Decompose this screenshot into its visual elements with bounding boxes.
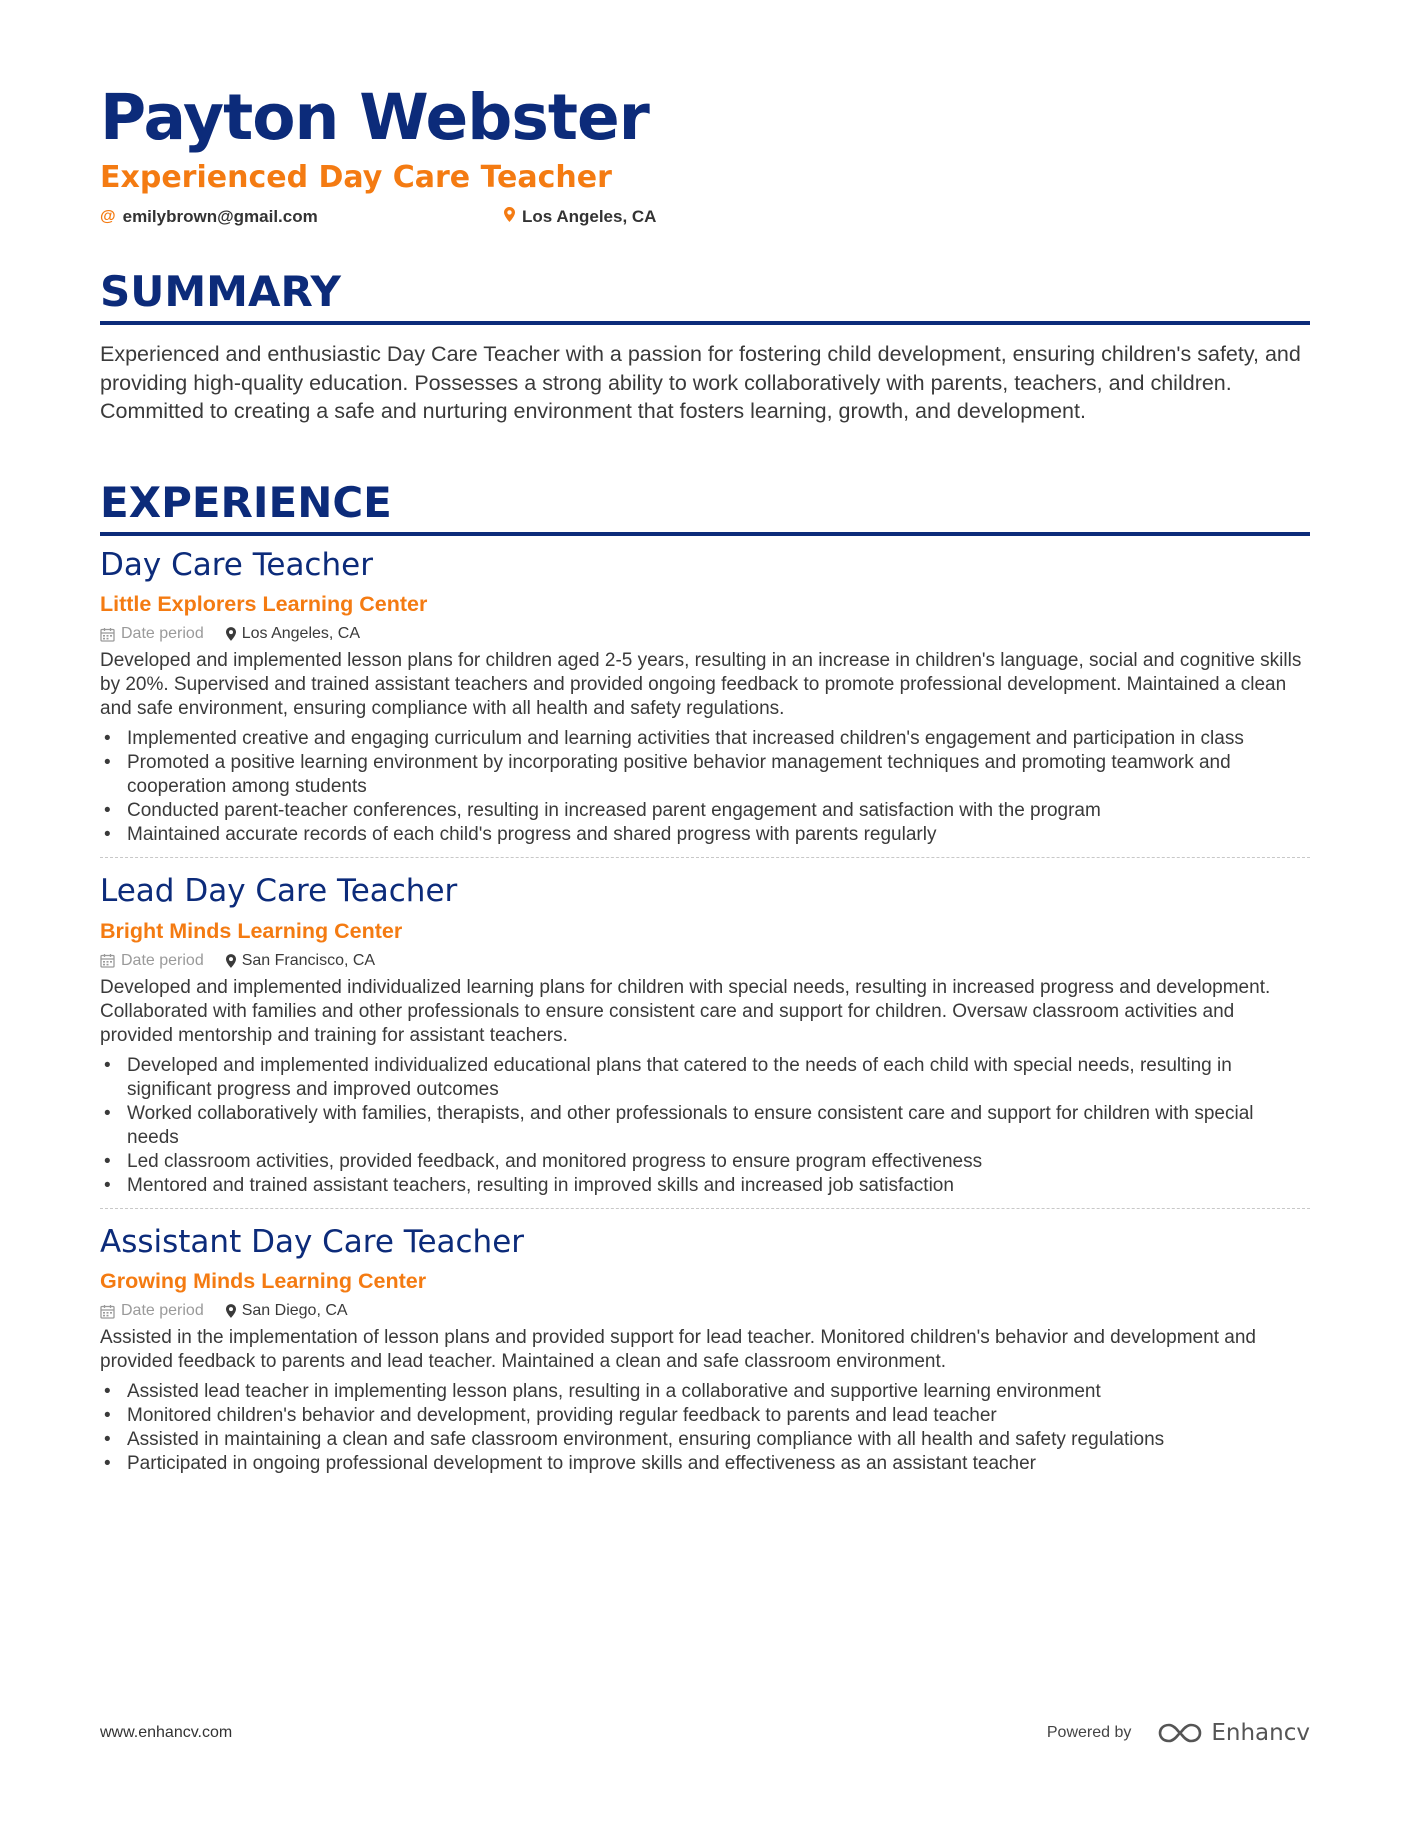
- page-footer: [100, 1720, 1310, 1746]
- date-text: Date period: [121, 951, 204, 969]
- calendar-icon: [100, 953, 115, 968]
- job-date: [100, 625, 204, 643]
- brand-name: Enhancv: [1211, 1720, 1310, 1746]
- calendar-icon: [100, 1304, 115, 1319]
- job-meta: [100, 952, 1310, 970]
- list-item: • Assisted in maintaining a clean and safe classroom environment, ensuring compliance with all health and safety regulations: [100, 1428, 1310, 1452]
- job-bullets: [100, 1054, 1310, 1198]
- company-name: Bright Minds Learning Center: [100, 918, 403, 943]
- summary-text: Experienced and enthusiastic Day Care Teacher with a passion for fostering child development, ensuring children's safety, and providing high-quality education. Possesses a strong ability to work collaboratively with parents, teachers, and children. Committed to creating a safe and nurturing environment that fosters learning, growth, and development.: [100, 342, 1301, 423]
- job-description: Assisted in the implementation of lesson plans and provided support for lead teacher. Monitored children's behavior and development and provided feedback to parents and lead teacher. Maintained a clean and safe classroom environment.: [100, 1327, 1256, 1373]
- brand-credit[interactable]: [1047, 1720, 1310, 1746]
- infinity-logo-icon: [1157, 1721, 1203, 1745]
- powered-by-label: Powered by: [1046, 1724, 1132, 1741]
- job-location: [226, 625, 360, 643]
- job-bullets: [100, 727, 1310, 847]
- job-title: Day Care Teacher: [100, 546, 373, 583]
- experience-section: [100, 477, 1310, 1477]
- list-item: • Monitored children's behavior and development, providing regular feedback to parents and lead teacher: [100, 1404, 1310, 1428]
- job-bullets: [100, 1380, 1310, 1476]
- map-pin-icon: [226, 627, 236, 641]
- experience-heading: EXPERIENCE: [100, 482, 1310, 536]
- list-item: • Promoted a positive learning environment by incorporating positive behavior management techniques and promoting teamwork and cooperation among students: [100, 751, 1310, 799]
- date-text: Date period: [121, 625, 204, 643]
- map-pin-icon: [226, 954, 236, 968]
- location-text: Los Angeles, CA: [241, 625, 361, 643]
- job-entry: [100, 1208, 1310, 1477]
- job-description: Developed and implemented lesson plans for children aged 2-5 years, resulting in an increase in children's language, social and cognitive skills by 20%. Supervised and trained assistant teachers and provided ongoing feedback to promote professional development. Maintained a clean and safe environment, ensuring compliance with all health and safety regulations.: [100, 650, 1302, 720]
- list-item: • Conducted parent-teacher conferences, resulting in increased parent engagement and satisfaction with the program: [100, 799, 1310, 823]
- list-item: • Worked collaboratively with families, therapists, and other professionals to ensure consistent care and support for children with special needs: [100, 1102, 1310, 1150]
- job-description: Developed and implemented individualized learning plans for children with special needs, resulting in increased progress and development. Collaborated with families and other professionals to ensure consistent care and support for children. Oversaw classroom activities and provided mentorship and training for assistant teachers.: [100, 976, 1271, 1046]
- job-meta: [100, 625, 1310, 643]
- location-text: Los Angeles, CA: [522, 207, 657, 226]
- at-icon: @: [100, 208, 116, 225]
- location-text: San Francisco, CA: [241, 951, 376, 969]
- job-entry: [100, 536, 1310, 848]
- map-pin-icon: [226, 1304, 236, 1318]
- job-title: Lead Day Care Teacher: [100, 873, 458, 910]
- list-item: • Mentored and trained assistant teachers, resulting in improved skills and increased job satisfaction: [100, 1174, 1310, 1198]
- contact-email[interactable]: [100, 207, 504, 227]
- summary-heading: SUMMARY: [100, 271, 1310, 325]
- company-name: Little Explorers Learning Center: [100, 592, 428, 617]
- contact-location: [504, 207, 908, 227]
- list-item: • Implemented creative and engaging curriculum and learning activities that increased children's engagement and participation in class: [100, 727, 1310, 751]
- job-date: [100, 1302, 204, 1320]
- job-date: [100, 952, 204, 970]
- contact-info: [100, 207, 1310, 227]
- company-name: Growing Minds Learning Center: [100, 1269, 427, 1294]
- list-item: • Led classroom activities, provided feedback, and monitored progress to ensure program effectiveness: [100, 1150, 1310, 1174]
- email-text: emilybrown@gmail.com: [122, 207, 318, 226]
- list-item: • Developed and implemented individualized educational plans that catered to the needs of each child with special needs, resulting in significant progress and improved outcomes: [100, 1054, 1310, 1102]
- list-item: • Participated in ongoing professional development to improve skills and effectiveness as an assistant teacher: [100, 1452, 1310, 1476]
- location-text: San Diego, CA: [241, 1302, 348, 1320]
- job-entry: [100, 857, 1310, 1198]
- candidate-name: Payton Webster: [100, 81, 649, 154]
- map-pin-icon: [504, 207, 515, 227]
- resume-header: [100, 81, 1310, 227]
- calendar-icon: [100, 627, 115, 642]
- date-text: Date period: [121, 1302, 204, 1320]
- website-link[interactable]: www.enhancv.com: [100, 1724, 233, 1741]
- list-item: • Assisted lead teacher in implementing lesson plans, resulting in a collaborative and supportive learning environment: [100, 1380, 1310, 1404]
- resume-page: [100, 81, 1310, 1476]
- candidate-title: Experienced Day Care Teacher: [100, 160, 612, 195]
- list-item: • Maintained accurate records of each child's progress and shared progress with parents regularly: [100, 823, 1310, 847]
- job-location: [226, 1302, 348, 1320]
- job-meta: [100, 1302, 1310, 1320]
- job-location: [226, 952, 375, 970]
- summary-section: [100, 267, 1310, 426]
- job-title: Assistant Day Care Teacher: [100, 1223, 525, 1260]
